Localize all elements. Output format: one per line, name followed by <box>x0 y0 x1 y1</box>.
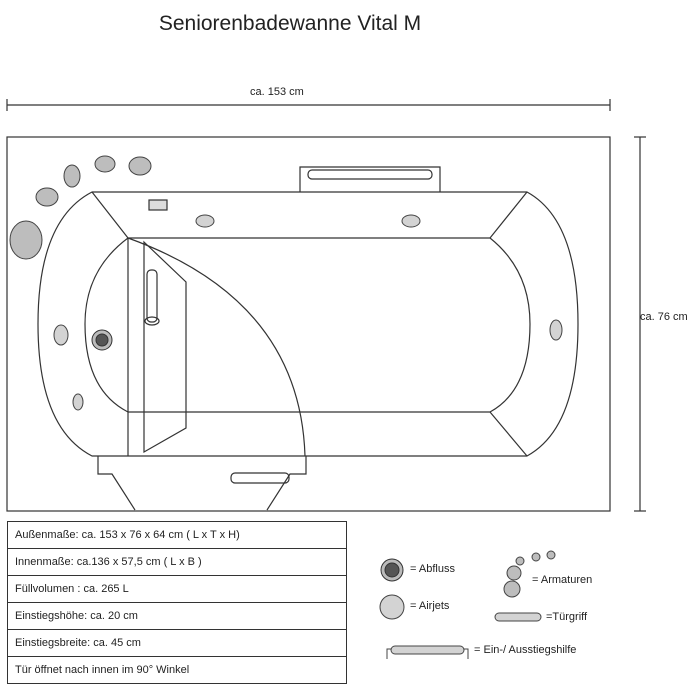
spec-table <box>7 521 347 684</box>
airjets-group <box>54 215 562 410</box>
tub-outline <box>7 137 610 511</box>
control-panel <box>149 200 167 210</box>
fitting-icon <box>10 221 42 259</box>
tub-rim <box>38 192 578 456</box>
airjet-icon <box>550 320 562 340</box>
diagram-title: Seniorenbadewanne Vital M <box>158 12 422 35</box>
fittings-group <box>10 156 151 259</box>
fitting-icon <box>36 188 58 206</box>
legend-fittings-label: = Armaturen <box>532 574 593 586</box>
spec-row <box>8 522 347 549</box>
legend-drain-icon <box>381 559 403 581</box>
legend-drain-label: = Abfluss <box>410 563 455 575</box>
spec-row <box>8 603 347 630</box>
legend-airjets-label: = Airjets <box>410 600 450 612</box>
door-panel <box>128 238 186 456</box>
fitting-icon <box>95 156 115 172</box>
airjet-icon <box>402 215 420 227</box>
legend-grab-bar-icon <box>387 646 468 659</box>
spec-row <box>8 630 347 657</box>
spec-entry-width: Einstiegsbreite: ca. 45 cm <box>8 630 347 657</box>
fitting-icon <box>129 157 151 175</box>
spec-entry-height: Einstiegshöhe: ca. 20 cm <box>8 603 347 630</box>
spec-row <box>8 576 347 603</box>
airjet-icon <box>54 325 68 345</box>
spec-row <box>8 657 347 684</box>
spec-door-note: Tür öffnet nach innen im 90° Winkel <box>8 657 347 684</box>
width-label: ca. 153 cm <box>250 86 304 98</box>
airjet-icon <box>196 215 214 227</box>
legend-grab-bar-label: = Ein-/ Ausstiegshilfe <box>474 644 577 656</box>
legend-door-handle-label: =Türgriff <box>546 611 588 623</box>
spec-row <box>8 549 347 576</box>
legend-door-handle-icon <box>495 613 541 621</box>
width-dimension-line <box>7 99 610 111</box>
spec-fill-volume: Füllvolumen : ca. 265 L <box>8 576 347 603</box>
spec-inner-dimensions: Innenmaße: ca.136 x 57,5 cm ( L x B ) <box>8 549 347 576</box>
airjet-icon <box>73 394 83 410</box>
height-label: ca. 76 cm <box>640 311 688 323</box>
height-dimension-line <box>634 137 646 511</box>
legend-airjet-icon <box>380 595 404 619</box>
grab-bar-bottom <box>231 473 289 483</box>
drain-icon <box>92 330 112 350</box>
spec-outer-dimensions: Außenmaße: ca. 153 x 76 x 64 cm ( L x T x H) <box>8 522 347 549</box>
door-handle-vertical <box>147 270 157 322</box>
fitting-icon <box>64 165 80 187</box>
